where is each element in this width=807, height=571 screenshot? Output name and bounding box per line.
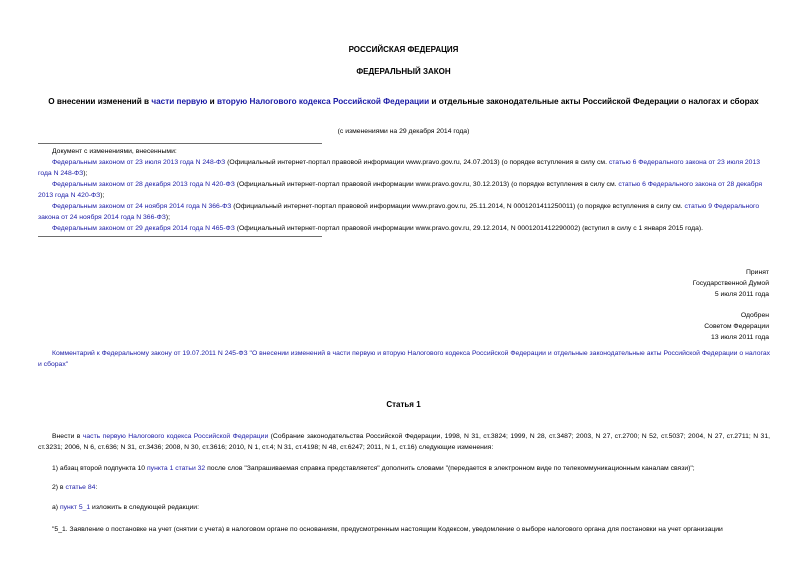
divider-top <box>38 143 322 144</box>
article-paragraph: "5_1. Заявление о постановке на учет (снятии с учета) в налоговом органе по основаниям, предусмотренным настоящим Кодексом, уведомление о выборе налогового органа для постановки на учет организации <box>52 526 723 533</box>
change-text: (Официальный интернет-портал правовой информации www.pravo.gov.ru, 30.12.2013) (о порядке вступления в силу см. <box>234 181 619 188</box>
title-link-part-one[interactable]: части первую <box>151 97 208 106</box>
edition-note: (с изменениями на 29 декабря 2014 года) <box>337 128 470 135</box>
adoption-duma <box>569 267 769 300</box>
country-heading: РОССИЙСКАЯ ФЕДЕРАЦИЯ <box>348 45 459 54</box>
title-link-tax-code[interactable]: вторую Налогового кодекса Российской Федерации <box>216 97 430 106</box>
paragraph-text: : <box>95 484 98 491</box>
article-paragraph <box>38 482 770 493</box>
paragraph-text: после слов "Запрашиваемая справка представляется" дополнить словами "(передается в электронном виде по телекоммуникационным каналам связи)"; <box>205 465 695 472</box>
adopted-label: Принят <box>745 269 769 276</box>
commentary-block <box>38 348 770 370</box>
change-law-link[interactable]: Федеральным законом от 23 июля 2013 года N 248-ФЗ <box>52 159 226 166</box>
adopted-by: Государственной Думой <box>692 280 769 287</box>
approved-label: Одобрен <box>740 312 769 319</box>
paragraph-text: 2) в <box>52 484 66 491</box>
change-tail: ); <box>165 214 171 221</box>
paragraph-text: изложить в следующей редакции: <box>90 504 199 511</box>
change-law-link[interactable]: Федеральным законом от 29 декабря 2014 года N 465-ФЗ <box>52 225 235 232</box>
change-item <box>38 223 770 234</box>
changes-block <box>38 146 770 234</box>
commentary-link[interactable]: Комментарий к Федеральному закону от 19.07.2011 N 245-ФЗ "О внесении изменений в части первую и вторую Налогового кодекса Российской Федерации и отдельные законодательные акты Российской Федерации о налогах и сборах" <box>38 350 770 368</box>
article-paragraph <box>38 463 770 474</box>
article-84-link[interactable]: статье 84 <box>65 484 96 491</box>
title-text-1: О внесении изменений в <box>48 97 152 106</box>
approved-date: 13 июля 2011 года <box>711 334 769 341</box>
law-type-heading: ФЕДЕРАЛЬНЫЙ ЗАКОН <box>356 67 451 76</box>
change-tail: ); <box>83 170 88 177</box>
article-paragraph <box>38 502 770 513</box>
change-article-link[interactable]: статью 9 Федерального закона от 24 ноября 2014 года N 366-ФЗ <box>38 203 760 221</box>
article-paragraph <box>38 431 770 453</box>
article-32-link[interactable]: пункта 1 статьи 32 <box>146 465 206 472</box>
change-item <box>38 201 770 223</box>
change-item <box>38 157 770 179</box>
title-text-2: и <box>207 97 217 106</box>
title-text-3: и отдельные законодательные акты Российской Федерации о налогах и сборах <box>429 97 759 106</box>
tax-code-part-one-link[interactable]: часть первую Налогового кодекса Российской Федерации <box>82 433 269 440</box>
change-article-link[interactable]: статью 6 Федерального закона от 28 декабря 2013 года N 420-ФЗ <box>38 181 763 199</box>
paragraph-text: Внести в <box>52 433 83 440</box>
approved-by: Советом Федерации <box>704 323 769 330</box>
change-text: (Официальный интернет-портал правовой информации www.pravo.gov.ru, 24.07.2013) (о порядке вступления в силу см. <box>225 159 609 166</box>
law-title <box>40 96 767 107</box>
adoption-council <box>569 310 769 343</box>
paragraph-text: а) <box>52 504 60 511</box>
change-article-link[interactable]: статью 6 Федерального закона от 23 июля 2013 года N 248-ФЗ <box>38 159 761 177</box>
paragraph-text: 1) абзац второй подпункта 10 <box>52 465 147 472</box>
article-heading: Статья 1 <box>386 400 421 409</box>
change-tail: ); <box>100 192 105 199</box>
change-text: (Официальный интернет-портал правовой информации www.pravo.gov.ru, 29.12.2014, N 0001201412290002) (вступил в силу с 1 января 2015 года). <box>234 225 704 232</box>
change-law-link[interactable]: Федеральным законом от 24 ноября 2014 года N 366-ФЗ <box>52 203 232 210</box>
point-5-1-link[interactable]: пункт 5_1 <box>59 504 91 511</box>
change-item <box>38 179 770 201</box>
adopted-date: 5 июля 2011 года <box>714 291 769 298</box>
change-law-link[interactable]: Федеральным законом от 28 декабря 2013 года N 420-ФЗ <box>52 181 235 188</box>
divider-bottom <box>38 236 322 237</box>
change-text: (Официальный интернет-портал правовой информации www.pravo.gov.ru, 25.11.2014, N 0001201411250011) (о порядке вступления в силу см. <box>231 203 685 210</box>
paragraph-text: (Собрание законодательства Российской Федерации, 1998, N 31, ст.3824; 1999, N 28, ст.3487; 2003, N 27, ст.2700; N 52, ст.5037; 2004, N 27, ст.2711; N 31, ст.3231; 2006, N 6, ст.636; N 31, ст.3436; 2008, N 30, ст.3616; 2010, N 1, ст.4; N 31, ст.4198; N 48, ст.6247; 2011, N 1, ст.16) следующие изменения: <box>38 433 771 451</box>
changes-intro: Документ с изменениями, внесенными: <box>52 148 177 155</box>
